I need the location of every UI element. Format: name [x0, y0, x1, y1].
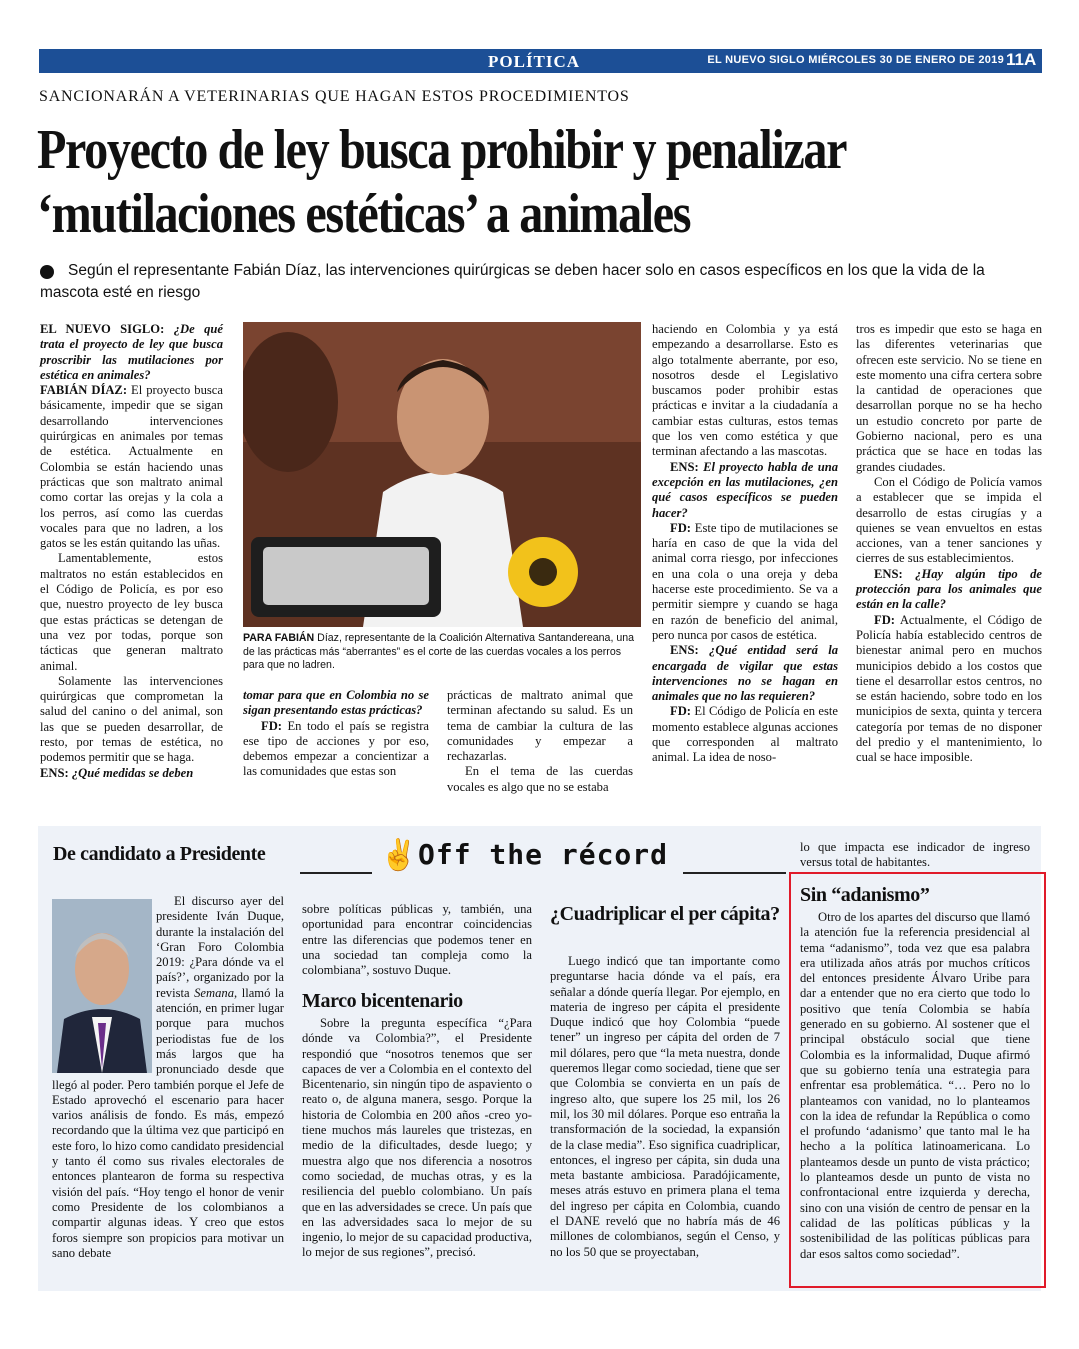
box-text-1	[52, 894, 284, 1261]
speaker-label: FABIÁN DÍAZ:	[40, 383, 128, 398]
article-column-1	[40, 322, 223, 781]
article-column-2	[243, 688, 429, 780]
box-text-1-a: El discurso ayer del presidente Iván Duque, durante la instalación del ‘Gran Foro Colombia 2019: ¿Para dónde va el país?’, organizado por la revista	[156, 894, 284, 1000]
headline-line-1: Proyecto de ley busca prohibir y penalizar	[37, 119, 847, 181]
title-rule-right	[683, 872, 786, 874]
headline-line-2: ‘mutilaciones estéticas’ a animales	[37, 183, 691, 245]
paragraph: En el tema de las cuerdas vocales es algo que no se estaba	[447, 764, 633, 794]
speaker-label: ENS:	[40, 765, 69, 780]
box-text-2: Sobre la pregunta específica “¿Para dónde va Colombia?”, el Presidente respondió que “nosotros tenemos que ser capaces de ver a Colombia en el contexto del Bicentenario, sin ningún tipo de aspaviento o reato o, de alguna manera, sesgo. Porque la historia de Colombia en 200 años -creo yo- tiene muchos más laureles que tristezas, en medio de la dificultades, desde luego; y muestra algo que nos diferencia a nosotros como sociedad, de muchas otras, y es la resiliencia del pueblo colombiano. Un país que en las adversidades se crece. Un país que en las adversidades saca lo mejor de su ingenio, lo mejor de su capacidad productiva, lo mejor de sus regiones”, precisó.	[302, 1016, 532, 1260]
headline	[37, 118, 897, 246]
kicker: SANCIONARÁN A VETERINARIAS QUE HAGAN ESTOS PROCEDIMIENTOS	[39, 88, 630, 105]
victory-hand-icon: ✌	[380, 839, 418, 872]
speaker-label: ENS:	[670, 643, 699, 658]
speaker-label: FD:	[874, 612, 895, 627]
article-column-4	[652, 322, 838, 766]
question: ¿De qué trata el proyecto de ley que busca proscribir las mutilaciones por estética en animales?	[40, 322, 223, 382]
caption-text: Díaz, representante de la Coalición Alternativa Santandereana, una de las prácticas más “aberrantes” es el corte de las cuerdas vocales a los perros para que no ladren.	[243, 632, 635, 671]
speaker-label: ENS:	[670, 459, 699, 474]
answer: Este tipo de mutilaciones se haría en caso de que la vida del animal corra riesgo, por infecciones en una cola o una oreja y deba hacerse este procedimiento. Se va a permitir siempre y cuando se haga en razón de beneficio del animal, pero nunca por casos de estética.	[652, 520, 838, 642]
magazine-name: Semana	[194, 985, 234, 1000]
box-subhead-3: ¿Cuadriplicar el per cápita?	[550, 903, 780, 925]
question: ¿Hay algún tipo de protección para los animales que están en la calle?	[856, 566, 1042, 612]
section-label: POLÍTICA	[488, 52, 581, 71]
question: tomar para que en Colombia no se sigan presentando estas prácticas?	[243, 688, 429, 718]
box-subhead-1: De candidato a Presidente	[53, 843, 266, 865]
box-text-3: Luego indicó que tan importante como preguntarse hacia dónde va el país, era señalar a dónde quería llegar. Por ejemplo, en materia de ingreso per cápita el presidente Duque indicó que hoy Colombia “puede tener” un ingreso per cápita del orden de 7 mil dólares, pero que “la meta nuestra, donde queremos llegar como sociedad, tiene que ser que Colombia se convierta en un país de ingreso alto, que supere los 25 mil, los 26 mil, los 30 mil dólares. Porque eso entraña la transformación de la sociedad, la expansión de la clase media”. Eso significa cuadriplicar, entonces, el ingreso per cápita, sin duda una meta bastante ambiciosa. Paradójicamente, meses atrás estuvo en primera plana el tema del ingreso per cápita en Colombia, cuando el DANE reveló que no habría más de 46 millones de colombianos, según el Censo, y no los 50 que se proyectaban,	[550, 954, 780, 1259]
box-text-4-cont: lo que impacta ese indicador de ingreso versus total de habitantes.	[800, 840, 1030, 870]
paragraph: tros es impedir que esto se haga en las diferentes veterinarias que ofrecen este servicio. No se tiene en este momento una cifra certera sobre la cantidad de operaciones que desarrollan porque no se ha hecho un estudio concreto por parte de Gobierno nacional, pero es una práctica que se hace en todas las grandes ciudades.	[856, 322, 1042, 474]
photo-fabian-diaz	[243, 322, 641, 627]
question: ¿Qué entidad será la encargada de vigilar que estas intervenciones no se hagan en animales que no las requieren?	[652, 643, 838, 704]
summary: Según el representante Fabián Díaz, las intervenciones quirúrgicas se deben hacer solo en casos específicos en los que la vida de la mascota esté en riesgo	[40, 262, 985, 301]
speaker-label: FD:	[261, 718, 282, 733]
answer: Actualmente, el Código de Policía había establecido centros de bienestar animal pero en muchos municipios debido a los costos que tiene el desarrollar estos centros, no se están haciendo, sobre todo en los municipios de sexta, quinta y tercera categoría por temas de no disponer del predio y el mantenimiento, lo cual se hace imposible.	[856, 612, 1042, 765]
answer: El Código de Policía en este momento establece algunas acciones que corresponden al maltrato animal. La idea de noso-	[652, 704, 838, 765]
box-subhead-2: Marco bicentenario	[302, 990, 463, 1012]
answer: En todo el país se registra ese tipo de acciones y por eso, debemos empezar a concientizar a las comunidades que estas son	[243, 718, 429, 779]
answer: El proyecto busca básicamente, impedir que se sigan desarrollando intervenciones quirúrgicas en animales por temas de estética. Actualmente en Colombia se están haciendo unas prácticas que son maltrato animal como cortar las orejas y la cola a los perros, así como las cuerdas vocales para que no ladren, a los gatos se les están quitando las uñas.	[40, 383, 223, 551]
speaker-label: FD:	[670, 704, 691, 719]
title-rule-left	[300, 872, 372, 874]
paragraph: haciendo en Colombia y ya está empezando a desarrollarse. Esto es algo totalmente aberrante, por eso, nosotros desde el Legislativo buscamos poder prohibir estas prácticas e invitar a la ciudadanía a cambiar estas culturas, estos temas que los ven como estética y que terminan afectando a las mascotas.	[652, 322, 838, 459]
question: ¿Qué medidas se deben	[71, 765, 194, 780]
article-column-5	[856, 322, 1042, 766]
speaker-label: FD:	[670, 520, 691, 535]
off-the-record-title: Off the récord	[418, 838, 669, 871]
speaker-photo-illustration	[243, 322, 641, 627]
question: El proyecto habla de una excepción en las mutilaciones, ¿en qué casos específicos se pueden hacer?	[652, 459, 838, 520]
speaker-label: EL NUEVO SIGLO:	[40, 322, 165, 336]
box-subhead-4: Sin “adanismo”	[800, 884, 930, 906]
speaker-label: ENS:	[874, 566, 903, 581]
box-text-1-b: , llamó la atención, en primer lugar porque para muchos periodistas fue de los más largos que ha pronunciado desde que llegó al poder. Pero también porque el Jefe de Estado aprovechó el escenario para hacer varios análisis de fondo. Es más, empezó recordando que la última vez que participó en este foro, lo hizo como candidato presidencial y tanto él como sus rivales electorales de entonces plantearon de forma su respectiva visión del país. “Hoy tengo el honor de venir como Presidente de los colombianos a compartir algunas ideas. Y creo que estos foros siempre son propicios para motivar un sano debate	[52, 985, 285, 1260]
masthead-date: EL NUEVO SIGLO MIÉRCOLES 30 DE ENERO DE 2019	[707, 54, 1004, 66]
article-column-3	[447, 688, 633, 795]
box-text-2-cont: sobre políticas públicas y, también, una oportunidad para encontrar coincidencias entre las diferencias que podemos tener en una sociedad tan compleja como la colombiana”, sostuvo Duque.	[302, 902, 532, 978]
photo-caption	[243, 632, 641, 673]
box-text-4: Otro de los apartes del discurso que llamó la atención fue la referencia presidencial al tema “adanismo”, toda vez que esa palabra era utilizada años atrás por muchos críticos del entonces presidente Álvaro Uribe para dar a entender que no era cierto que todo lo positivo que tenía Colombia se había generado en su gobierno. Al sostener que el principal obstáculo social que tiene Colombia es la informalidad, Duque afirmó que su gobierno tenía una estrategia para enfrentar esa problemática. “… Pero no lo planteamos con vanidad, no lo planteamos con la idea de refundar la República o como el profundo ‘adanismo’ que tanto mal le ha hecho a la política latinoamericana. Lo planteamos desde un punto de vista práctico; lo planteamos desde un punto de vista no confrontacional entre izquierda y derecha, sino con una visión de centro de pensar en la calidad de las políticas públicas y la sostenibilidad de las políticas públicas para dar esos saltos como sociedad”.	[800, 910, 1030, 1261]
paragraph: Solamente las intervenciones quirúrgicas que comprometan la salud del canino o del animal, son las que se pueden desarrollar, de resto, por temas de estética, no podemos permitir que se haga.	[40, 673, 223, 765]
paragraph: prácticas de maltrato animal que terminan afectando su salud. Es un tema de cambiar la cultura de las comunidades y empezar a rechazarlas.	[447, 688, 633, 764]
caption-lead: PARA FABIÁN	[243, 632, 315, 644]
paragraph: Lamentablemente, estos maltratos no están establecidos en el Código de Policía, es por eso que, nuestro proyecto de ley busca que estas prácticas se detengan de una vez por todas, porque son tácticas que generan maltrato animal.	[40, 551, 223, 673]
page-number: 11A	[1006, 50, 1037, 69]
paragraph: Con el Código de Policía vamos a establecer que se impida el desarrollo de estas cirugías y a quienes se vean envueltos en estas acciones, van a tener sanciones y cierres de sus establecimientos.	[856, 474, 1042, 566]
